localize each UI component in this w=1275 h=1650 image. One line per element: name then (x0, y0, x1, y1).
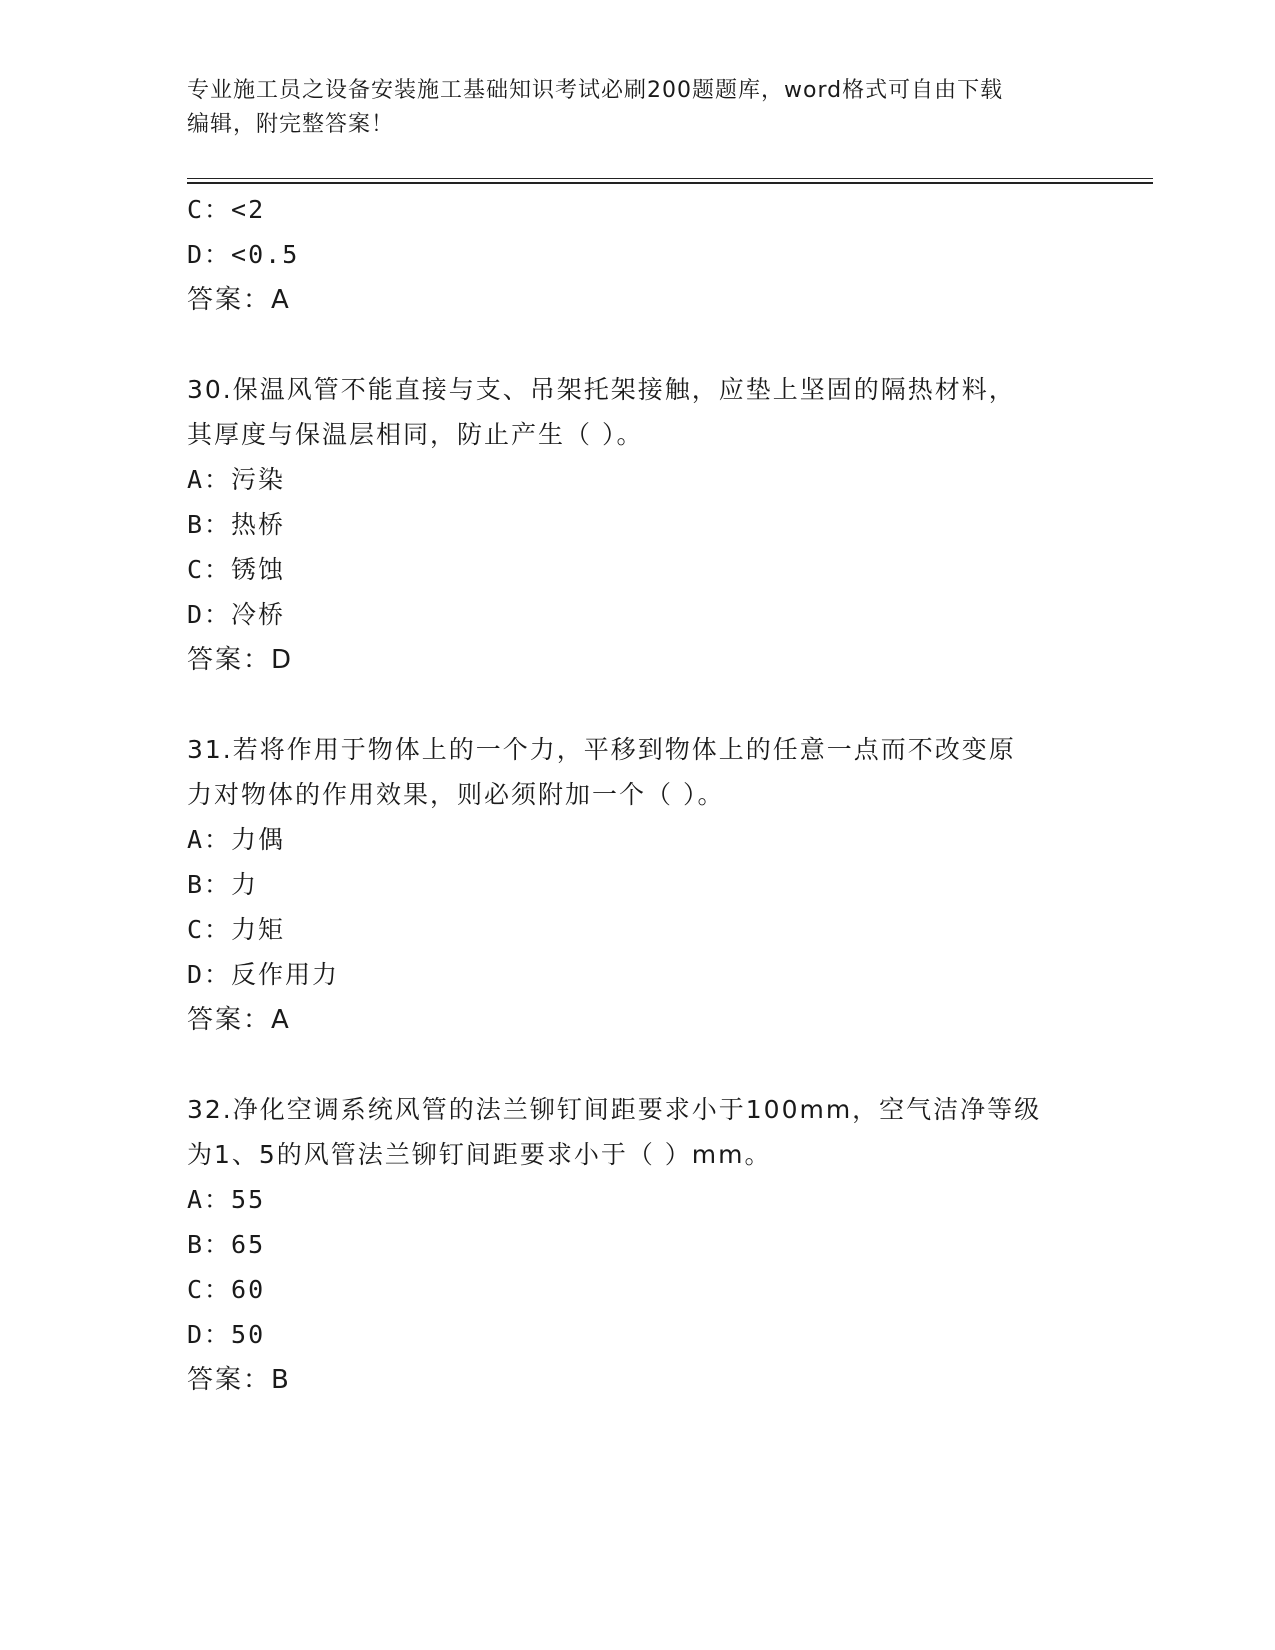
question-text-line: 力对物体的作用效果，则必须附加一个（ ）。 (187, 780, 725, 809)
document-header (187, 74, 1087, 142)
question-text-line: 为1、5的风管法兰铆钉间距要求小于（ ）mm。 (187, 1140, 772, 1169)
option-c: C：锈蚀 (187, 555, 286, 584)
option-a: A：55 (187, 1185, 266, 1214)
option-d: D：冷桥 (187, 600, 286, 629)
option-b: B：力 (187, 870, 259, 899)
option-a: A：力偶 (187, 825, 286, 854)
header-line-1: 专业施工员之设备安装施工基础知识考试必刷200题题库，word格式可自由下载 (187, 78, 1004, 103)
option-b: B：热桥 (187, 510, 286, 539)
header-line-2: 编辑，附完整答案！ (187, 112, 395, 137)
answer-line: 答案：D (187, 645, 294, 675)
option-c: C：60 (187, 1275, 266, 1304)
option-d: D：反作用力 (187, 960, 340, 989)
answer-line: 答案：B (187, 1365, 291, 1395)
option-a: A：污染 (187, 465, 286, 494)
option-c: C：<2 (187, 195, 266, 224)
option-b: B：65 (187, 1230, 266, 1259)
answer-line: 答案：A (187, 285, 291, 315)
question-text-line: 32.净化空调系统风管的法兰铆钉间距要求小于100mm，空气洁净等级 (187, 1095, 1042, 1124)
option-c: C：力矩 (187, 915, 286, 944)
answer-line: 答案：A (187, 1005, 291, 1035)
question-text-line: 其厚度与保温层相同，防止产生（ ）。 (187, 420, 644, 449)
question-text-line: 31.若将作用于物体上的一个力，平移到物体上的任意一点而不改变原 (187, 735, 1016, 764)
question-text-line: 30.保温风管不能直接与支、吊架托架接触，应垫上坚固的隔热材料， (187, 375, 1016, 404)
option-d: D：50 (187, 1320, 266, 1349)
option-d: D：<0.5 (187, 240, 300, 269)
header-divider-top (187, 178, 1153, 179)
header-divider-bottom (187, 182, 1153, 184)
